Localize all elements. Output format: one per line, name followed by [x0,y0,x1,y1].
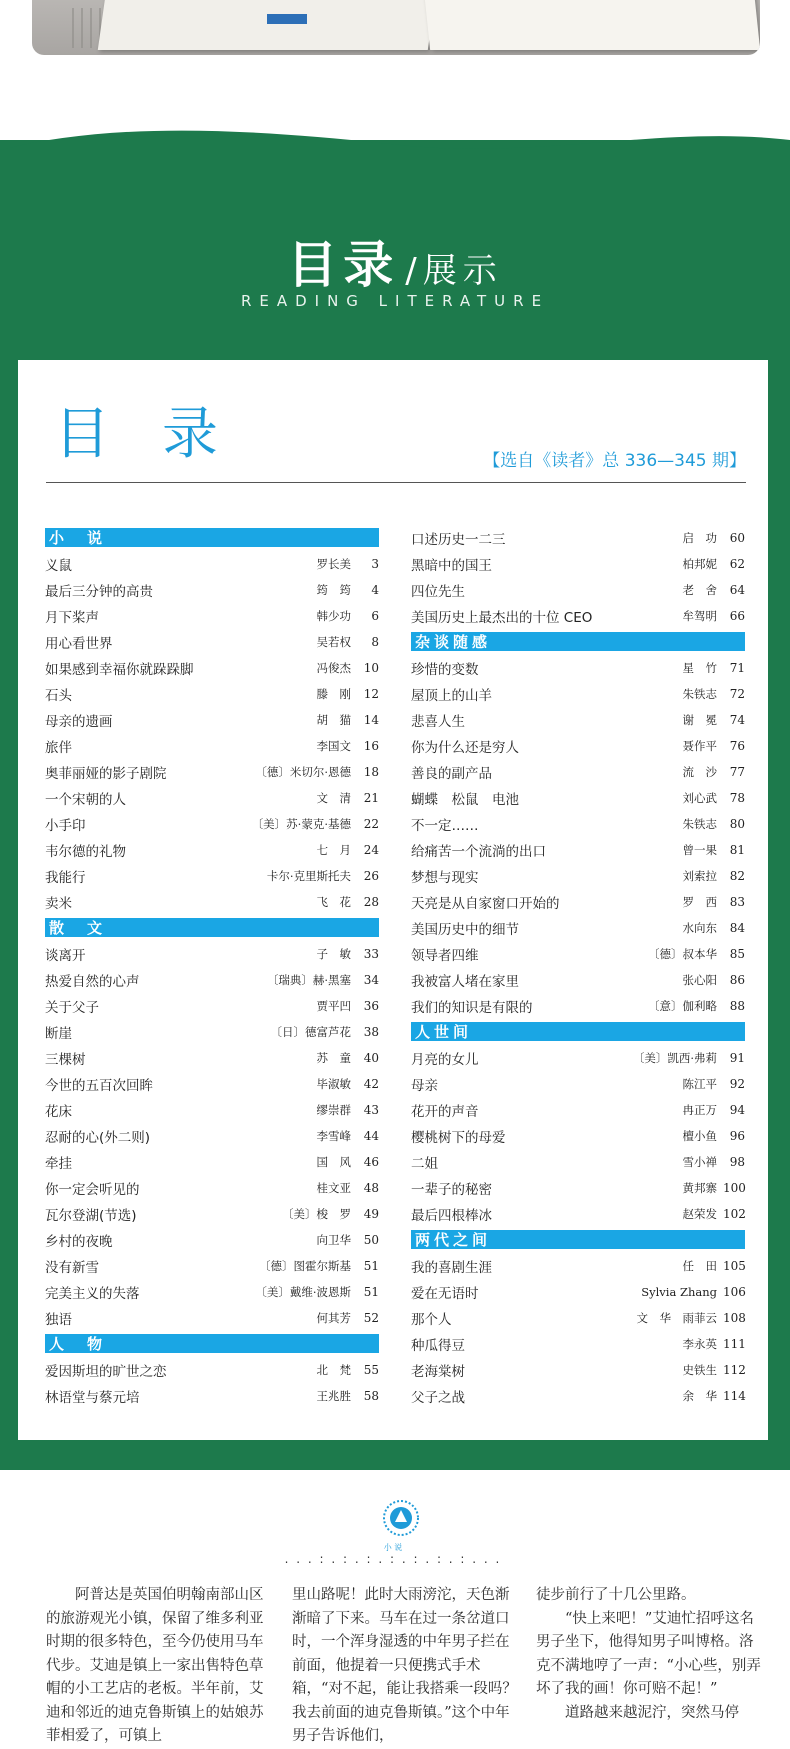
toc-entry[interactable] [411,1201,745,1227]
toc-entry-page: 38 [363,1025,379,1039]
toc-entry[interactable] [45,733,379,759]
toc-entry-page: 76 [729,739,745,753]
toc-entry[interactable] [45,1279,379,1305]
toc-title: 目录 [54,402,270,467]
toc-entry-title: 老海棠树 [411,1364,465,1380]
toc-entry-page: 92 [729,1077,745,1091]
toc-entry-page: 62 [729,557,745,571]
toc-entry-page: 82 [729,869,745,883]
toc-entry-title: 父子之战 [411,1390,465,1406]
toc-entry-page: 78 [729,791,745,805]
toc-entry-author: 飞 花 [316,895,351,909]
toc-entry-author: 卡尔·克里斯托夫 [266,869,351,883]
toc-entry-author: 李国文 [316,739,351,753]
toc-entry-title: 我被富人堵在家里 [411,974,519,990]
toc-entry[interactable] [45,759,379,785]
toc-entry[interactable] [411,1279,745,1305]
toc-section-header: 杂谈随感 [411,632,745,651]
toc-entry-title: 你一定会听见的 [45,1182,140,1198]
page-heading [0,225,790,297]
toc-entry-author: 滕 刚 [316,687,351,701]
toc-entry[interactable] [411,1305,745,1331]
toc-entry-page: 66 [729,609,745,623]
toc-entry[interactable] [45,1175,379,1201]
toc-entry-title: 母亲 [411,1078,438,1094]
toc-entry-page: 55 [363,1363,379,1377]
toc-entry-page: 49 [363,1207,379,1221]
toc-entry-title: 善良的副产品 [411,766,492,782]
toc-entry-page: 21 [363,791,379,805]
toc-entry-page: 100 [723,1181,746,1195]
toc-entry-author: 〔德〕叔本华 [648,947,717,961]
toc-entry-page: 80 [729,817,745,831]
toc-entry-title: 最后三分钟的高贵 [45,584,153,600]
toc-entry-title: 热爱自然的心声 [45,974,140,990]
article-text-3: 徒步前行了十几公里路。 “快上来吧！”艾迪忙招呼这名男子坐下，他得知男子叫博格。洛克不满地哼了一声：“小心些，别弄坏了我的画！你可赔不起！” 道路越来越泥泞，突然马停 [536,1587,761,1721]
toc-entry-title: 乡村的夜晚 [45,1234,113,1250]
toc-entry-page: 86 [729,973,745,987]
toc-entry-author: 〔美〕梭 罗 [282,1207,351,1221]
toc-entry-page: 28 [363,895,379,909]
toc-entry[interactable] [45,1019,379,1045]
toc-entry-page: 102 [723,1207,746,1221]
toc-entry-title: 今世的五百次回眸 [45,1078,153,1094]
ornament-divider: . . . : . : . : . : . : . : . : . . . [284,1552,502,1566]
toc-entry-title: 一辈子的秘密 [411,1182,492,1198]
toc-entry-title: 卖米 [45,896,72,912]
toc-entry-author: 韩少功 [316,609,351,623]
toc-entry-page: 83 [729,895,745,909]
toc-entry-page: 48 [363,1181,379,1195]
toc-entry-page: 71 [729,661,745,675]
toc-entry-page: 111 [723,1337,746,1351]
toc-entry-author: 毕淑敏 [316,1077,351,1091]
toc-entry-author: 吴若权 [316,635,351,649]
toc-entry-title: 你为什么还是穷人 [411,740,519,756]
toc-entry-page: 18 [363,765,379,779]
toc-entry-page: 114 [723,1389,746,1403]
toc-entry-title: 天亮是从自家窗口开始的 [411,896,560,912]
toc-entry-title: 石头 [45,688,72,704]
toc-entry-author: 冉正万 [682,1103,717,1117]
toc-entry[interactable] [45,707,379,733]
toc-entry-page: 26 [363,869,379,883]
toc-entry[interactable] [411,941,745,967]
toc-entry-page: 72 [729,687,745,701]
toc-entry-author: 李永英 [682,1337,717,1351]
toc-entry-title: 如果感到幸福你就跺跺脚 [45,662,194,678]
toc-entry[interactable] [45,837,379,863]
toc-entry-author: 谢 冕 [682,713,717,727]
toc-entry[interactable] [45,1305,379,1331]
toc-entry-page: 40 [363,1051,379,1065]
toc-entry-author: 王兆胜 [316,1389,351,1403]
toc-entry-title: 珍惜的变数 [411,662,479,678]
heading-english-subtitle: READING LITERATURE [240,292,550,310]
toc-entry-author: 〔美〕凯西·弗莉 [632,1051,717,1065]
toc-section-header: 散 文 [45,918,379,937]
toc-entry-title: 花床 [45,1104,72,1120]
toc-entry-author: 北 梵 [316,1363,351,1377]
toc-entry-page: 64 [729,583,745,597]
toc-entry-title: 口述历史一二三 [411,532,506,548]
toc-entry-page: 88 [729,999,745,1013]
toc-entry[interactable] [411,525,745,551]
toc-entry[interactable] [45,993,379,1019]
toc-entry-author: 陈江平 [682,1077,717,1091]
toc-entry-title: 谈离开 [45,948,86,964]
toc-entry-page: 60 [729,531,745,545]
toc-entry[interactable] [411,707,745,733]
toc-entry-author: 向卫华 [316,1233,351,1247]
toc-entry-title: 最后四根棒冰 [411,1208,492,1224]
toc-section-header: 人世间 [411,1022,745,1041]
toc-entry-title: 给痛苦一个流淌的出口 [411,844,546,860]
toc-entry-author: 檀小鱼 [682,1129,717,1143]
toc-entry-title: 梦想与现实 [411,870,479,886]
toc-entry-page: 46 [363,1155,379,1169]
toc-entry-author: 罗长美 [316,557,351,571]
toc-entry-author: 史铁生 [682,1363,717,1377]
toc-entry-title: 美国历史上最杰出的十位 CEO [411,610,593,626]
toc-entry[interactable] [411,577,745,603]
toc-entry[interactable] [411,1331,745,1357]
toc-entry-title: 不一定…… [411,818,479,834]
toc-entry[interactable] [45,1253,379,1279]
toc-entry[interactable] [45,681,379,707]
toc-entry[interactable] [45,1045,379,1071]
toc-entry-title: 用心看世界 [45,636,113,652]
toc-entry-author: 水向东 [682,921,717,935]
toc-entry-page: 91 [729,1051,745,1065]
toc-entry-page: 43 [363,1103,379,1117]
toc-entry-author: 〔瑞典〕赫·黑塞 [266,973,351,987]
toc-divider [46,482,746,483]
toc-entry-title: 种瓜得豆 [411,1338,465,1354]
toc-entry-page: 14 [363,713,379,727]
toc-entry-page: 94 [729,1103,745,1117]
toc-entry-author: 何其芳 [316,1311,351,1325]
article-column-2 [292,1584,518,1749]
toc-entry-title: 母亲的遗画 [45,714,113,730]
toc-entry-author: 七 月 [316,843,351,857]
toc-entry-title: 三棵树 [45,1052,86,1068]
toc-entry-author: 罗 西 [682,895,717,909]
toc-entry[interactable] [411,1149,745,1175]
heading-sub: 展示 [422,251,503,291]
toc-entry-page: 77 [729,765,745,779]
toc-entry-title: 没有新雪 [45,1260,99,1276]
toc-entry-page: 42 [363,1077,379,1091]
heading-main: 目录 [287,235,400,294]
toc-entry[interactable] [45,1123,379,1149]
toc-entry-page: 24 [363,843,379,857]
toc-entry[interactable] [45,1071,379,1097]
toc-entry-page: 58 [363,1389,379,1403]
toc-entry[interactable] [411,733,745,759]
toc-entry[interactable] [45,811,379,837]
toc-entry[interactable] [411,1071,745,1097]
toc-entry-title: 韦尔德的礼物 [45,844,126,860]
toc-entry-title: 义鼠 [45,558,72,574]
toc-entry-title: 爱因斯坦的旷世之恋 [45,1364,167,1380]
toc-entry-title: 旅伴 [45,740,72,756]
toc-entry-author: 启 功 [682,531,717,545]
toc-entry-title: 悲喜人生 [411,714,465,730]
toc-entry[interactable] [45,1357,379,1383]
toc-entry-title: 一个宋朝的人 [45,792,126,808]
toc-entry-author: 张心阳 [682,973,717,987]
toc-entry-author: 李雪峰 [316,1129,351,1143]
toc-entry[interactable] [45,1383,379,1409]
toc-entry[interactable] [411,759,745,785]
toc-entry-page: 98 [729,1155,745,1169]
toc-entry[interactable] [411,1383,745,1409]
toc-entry-title: 樱桃树下的母爱 [411,1130,506,1146]
toc-entry-title: 忍耐的心(外二则) [45,1130,151,1146]
toc-entry-title: 那个人 [411,1312,452,1328]
toc-entry[interactable] [411,811,745,837]
toc-entry-page: 108 [723,1311,746,1325]
toc-entry-author: 文 清 [316,791,351,805]
toc-entry-author: 刘心武 [682,791,717,805]
toc-entry-title: 断崖 [45,1026,72,1042]
toc-entry-author: 牟驾明 [682,609,717,623]
toc-entry[interactable] [45,1201,379,1227]
toc-entry-page: 12 [363,687,379,701]
toc-entry[interactable] [411,551,745,577]
toc-entry-page: 105 [723,1259,746,1273]
toc-entry-author: 〔美〕苏·蒙克·基德 [251,817,351,831]
toc-entry-author: 星 竹 [682,661,717,675]
toc-entry-author: 贾平凹 [316,999,351,1013]
toc-entry-author: 朱铁志 [682,817,717,831]
toc-entry-page: 4 [371,583,379,597]
toc-entry-title: 月亮的女儿 [411,1052,479,1068]
toc-entry[interactable] [411,837,745,863]
toc-entry-title: 瓦尔登湖(节选) [45,1208,137,1224]
book-page-right [424,0,760,50]
toc-entry[interactable] [45,551,379,577]
toc-entry-title: 二姐 [411,1156,438,1172]
toc-entry[interactable] [45,1227,379,1253]
toc-entry-page: 96 [729,1129,745,1143]
toc-entry-title: 我能行 [45,870,86,886]
toc-entry-author: 余 华 [682,1389,717,1403]
toc-entry-author: 冯俊杰 [316,661,351,675]
toc-entry[interactable] [45,967,379,993]
toc-entry[interactable] [45,655,379,681]
toc-entry-page: 85 [729,947,745,961]
article-column-1 [46,1584,272,1749]
toc-entry-page: 84 [729,921,745,935]
toc-entry-page: 34 [363,973,379,987]
book-photo [32,0,760,55]
toc-entry-title: 牵挂 [45,1156,72,1172]
toc-entry-title: 黑暗中的国王 [411,558,492,574]
toc-entry-page: 10 [363,661,379,675]
toc-entry[interactable] [411,1357,745,1383]
toc-entry[interactable] [411,1123,745,1149]
toc-entry[interactable] [411,1045,745,1071]
toc-column-right [411,525,745,1409]
toc-entry-page: 51 [363,1285,379,1299]
toc-entry-page: 44 [363,1129,379,1143]
toc-entry-title: 关于父子 [45,1000,99,1016]
toc-entry-title: 月下桨声 [45,610,99,626]
toc-entry[interactable] [45,889,379,915]
toc-entry-page: 16 [363,739,379,753]
toc-entry[interactable] [411,603,745,629]
toc-entry-title: 独语 [45,1312,72,1328]
toc-section-header: 小 说 [45,528,379,547]
toc-entry-author: 朱铁志 [682,687,717,701]
toc-entry-page: 6 [371,609,379,623]
toc-entry-author: 苏 童 [316,1051,351,1065]
toc-entry-title: 小手印 [45,818,86,834]
toc-entry-title: 屋顶上的山羊 [411,688,492,704]
toc-entry-author: 〔德〕米切尔·恩德 [255,765,351,779]
toc-entry-page: 106 [723,1285,746,1299]
toc-entry[interactable] [411,1175,745,1201]
toc-entry-author: 〔美〕戴维·波恩斯 [255,1285,351,1299]
toc-entry-page: 33 [363,947,379,961]
toc-entry[interactable] [411,993,745,1019]
heading-slash: / [405,251,417,291]
toc-entry-title: 美国历史中的细节 [411,922,519,938]
toc-entry-page: 81 [729,843,745,857]
toc-source: 【选自《读者》总 336—345 期】 [483,451,746,471]
article-column-3 [536,1584,762,1725]
toc-entry-title: 领导者四维 [411,948,479,964]
toc-entry-author: 国 风 [316,1155,351,1169]
toc-entry-page: 3 [371,557,379,571]
toc-entry-title: 爱在无语时 [411,1286,479,1302]
toc-entry-title: 完美主义的失落 [45,1286,140,1302]
toc-entry-author: 雪小禅 [682,1155,717,1169]
toc-entry-author: 赵荣发 [682,1207,717,1221]
toc-entry[interactable] [411,681,745,707]
toc-entry-title: 花开的声音 [411,1104,479,1120]
toc-entry-author: 〔德〕图霍尔斯基 [259,1259,351,1273]
toc-entry[interactable] [45,577,379,603]
toc-entry-author: 刘索拉 [682,869,717,883]
toc-entry-author: 〔日〕德富芦花 [270,1025,351,1039]
toc-entry[interactable] [45,1149,379,1175]
toc-section-header: 两代之间 [411,1230,745,1249]
toc-entry-title: 四位先生 [411,584,465,600]
toc-entry[interactable] [411,889,745,915]
toc-entry[interactable] [411,967,745,993]
toc-entry-page: 51 [363,1259,379,1273]
toc-section-header: 人 物 [45,1334,379,1353]
toc-entry-page: 50 [363,1233,379,1247]
toc-column-left [45,525,379,1409]
toc-entry[interactable] [45,603,379,629]
toc-entry[interactable] [45,1097,379,1123]
book-page-left [98,0,436,50]
toc-entry[interactable] [45,785,379,811]
article-card [18,1472,768,1744]
toc-entry[interactable] [411,785,745,811]
book-blue-tag [267,14,307,24]
toc-entry-page: 8 [371,635,379,649]
toc-entry-author: 筠 筠 [316,583,351,597]
toc-entry-author: 任 田 [682,1259,717,1273]
toc-entry-page: 22 [363,817,379,831]
article-text-1: 阿普达是英国伯明翰南部山区的旅游观光小镇，保留了维多利亚时期的很多特色，至今仍使用马车代步。艾迪是镇上一家出售特色草帽的小工艺店的老板。半年前，艾迪和邻近的迪克鲁斯镇上的姑娘苏菲相爱了，可镇上 [46,1587,264,1744]
toc-entry-title: 我们的知识是有限的 [411,1000,533,1016]
toc-entry[interactable] [45,863,379,889]
article-text-2: 里山路呢！此时大雨滂沱，天色渐渐暗了下来。马车在过一条岔道口时，一个浑身湿透的中年男子拦在前面，他提着一只便携式手术箱，“对不起，能让我搭乘一段吗？我去前面的迪克鲁斯镇。”这个中年男子告诉他们， [292,1587,517,1744]
toc-entry-title: 我的喜剧生涯 [411,1260,492,1276]
toc-entry[interactable] [411,1253,745,1279]
toc-entry-author: 流 沙 [682,765,717,779]
toc-card [18,360,768,1440]
toc-entry-author: 老 舍 [682,583,717,597]
toc-entry-author: 黄邦寨 [682,1181,717,1195]
section-emblem-icon [381,1498,421,1538]
toc-entry-title: 蝴蝶 松鼠 电池 [411,792,519,808]
toc-entry-author: 文 华 雨菲云 [636,1311,717,1325]
toc-entry[interactable] [411,655,745,681]
toc-entry-author: 子 敏 [316,947,351,961]
toc-entry[interactable] [45,629,379,655]
toc-entry-title: 奥菲丽娅的影子剧院 [45,766,167,782]
toc-entry-author: Sylvia Zhang [641,1285,717,1299]
toc-entry-author: 柏邦妮 [682,557,717,571]
toc-entry-page: 52 [363,1311,379,1325]
toc-entry-author: 〔意〕伽利略 [648,999,717,1013]
toc-entry-author: 曾一果 [682,843,717,857]
toc-entry-author: 聂作平 [682,739,717,753]
emblem-label: 小 说 [383,1543,403,1552]
toc-entry-title: 林语堂与蔡元培 [45,1390,140,1406]
toc-entry-page: 74 [729,713,745,727]
wave-decoration [0,120,790,180]
toc-entry-author: 胡 猫 [316,713,351,727]
toc-entry-page: 36 [363,999,379,1013]
toc-entry[interactable] [411,863,745,889]
toc-entry-author: 桂文亚 [316,1181,351,1195]
toc-entry[interactable] [45,941,379,967]
toc-entry-author: 缪崇群 [316,1103,351,1117]
toc-entry[interactable] [411,915,745,941]
toc-entry[interactable] [411,1097,745,1123]
toc-entry-page: 112 [723,1363,746,1377]
